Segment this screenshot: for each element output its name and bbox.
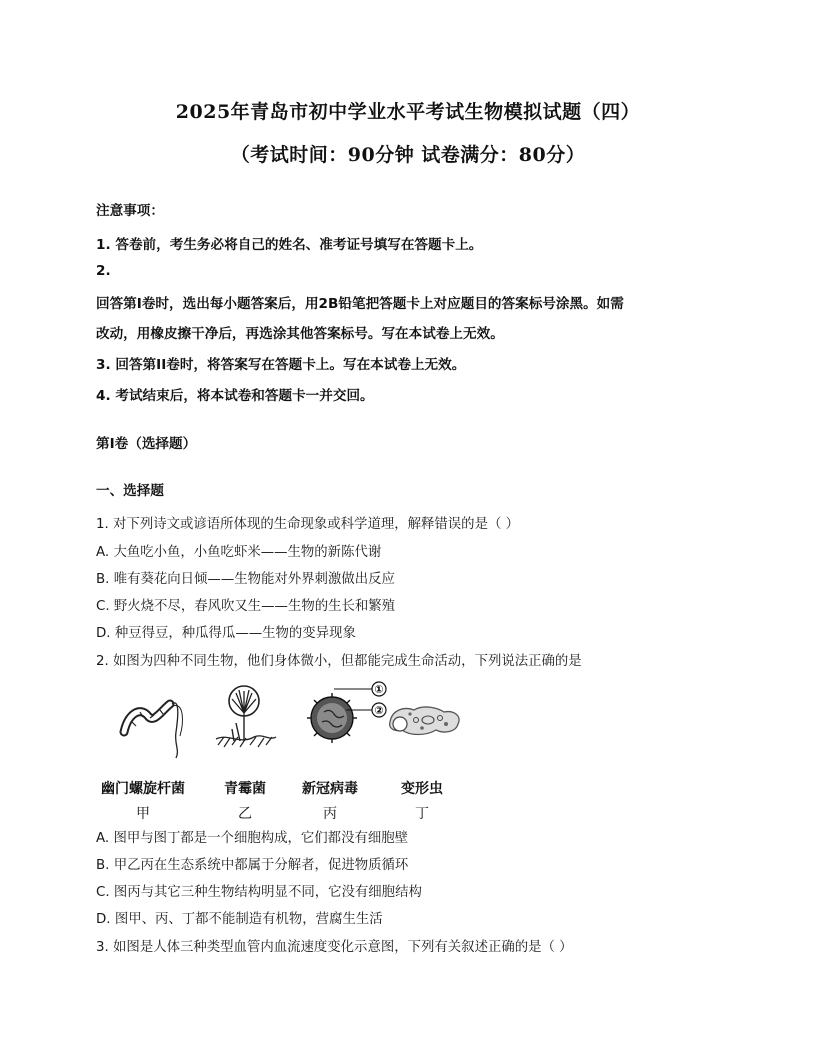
organism-tag: 甲 <box>136 806 150 822</box>
q1-option-c: C. 野火烧不尽，春风吹又生——生物的生长和繁殖 <box>96 599 396 614</box>
organism-label-jia <box>88 778 198 823</box>
bacterium-icon <box>118 692 198 762</box>
exam-subtitle: （考试时间：90分钟 试卷满分：80分） <box>230 144 586 166</box>
organism-tag: 乙 <box>238 806 252 822</box>
q1-stem: 1. 对下列诗文或谚语所体现的生命现象或科学道理，解释错误的是（ ） <box>96 517 520 532</box>
organism-tag: 丙 <box>323 806 337 822</box>
q1-option-d: D. 种豆得豆，种瓜得瓜——生物的变异现象 <box>96 626 356 641</box>
notice-heading: 注意事项： <box>96 203 164 219</box>
notice-item-4: 4. 考试结束后，将本试卷和答题卡一并交回。 <box>96 388 374 404</box>
notice-item-2-text-cont: 改动，用橡皮擦干净后，再选涂其他答案标号。写在本试卷上无效。 <box>96 326 504 342</box>
amoeba-icon <box>386 700 464 744</box>
q2-option-b: B. 甲乙丙在生态系统中都属于分解者，促进物质循环 <box>96 858 409 873</box>
notice-item-1: 1. 答卷前，考生务必将自己的姓名、准考证号填写在答题卡上。 <box>96 237 483 253</box>
organism-name: 幽门螺旋杆菌 <box>101 781 185 797</box>
q1-option-a: A. 大鱼吃小鱼，小鱼吃虾米——生物的新陈代谢 <box>96 545 382 560</box>
penicillium-icon <box>210 683 280 753</box>
q1-option-b: B. 唯有葵花向日倾——生物能对外界刺激做出反应 <box>96 572 395 587</box>
q2-option-a: A. 图甲与图丁都是一个细胞构成，它们都没有细胞壁 <box>96 831 409 846</box>
virus-icon <box>300 680 390 750</box>
marker-2: ② <box>374 704 384 717</box>
notice-item-3: 3. 回答第II卷时，将答案写在答题卡上。写在本试卷上无效。 <box>96 357 466 373</box>
organism-label-ding <box>367 778 477 823</box>
notice-item-2: 2. <box>96 263 111 279</box>
organism-name: 青霉菌 <box>224 781 266 797</box>
section-heading: 一、选择题 <box>96 483 164 499</box>
organism-tag: 丁 <box>415 806 429 822</box>
notice-item-2-text: 回答第I卷时，选出每小题答案后，用2B铅笔把答题卡上对应题目的答案标号涂黑。如需 <box>96 296 624 312</box>
q2-stem: 2. 如图为四种不同生物，他们身体微小，但都能完成生命活动，下列说法正确的是 <box>96 654 582 669</box>
q3-stem: 3. 如图是人体三种类型血管内血流速度变化示意图，下列有关叙述正确的是（ ） <box>96 940 573 955</box>
q2-option-d: D. 图甲、丙、丁都不能制造有机物，营腐生生活 <box>96 912 383 927</box>
q2-option-c: C. 图丙与其它三种生物结构明显不同，它没有细胞结构 <box>96 885 422 900</box>
organism-name: 新冠病毒 <box>302 781 358 797</box>
part-heading: 第I卷（选择题） <box>96 436 197 452</box>
exam-title: 2025年青岛市初中学业水平考试生物模拟试题（四） <box>175 101 641 123</box>
organism-name: 变形虫 <box>401 781 443 797</box>
marker-1: ① <box>374 683 384 696</box>
